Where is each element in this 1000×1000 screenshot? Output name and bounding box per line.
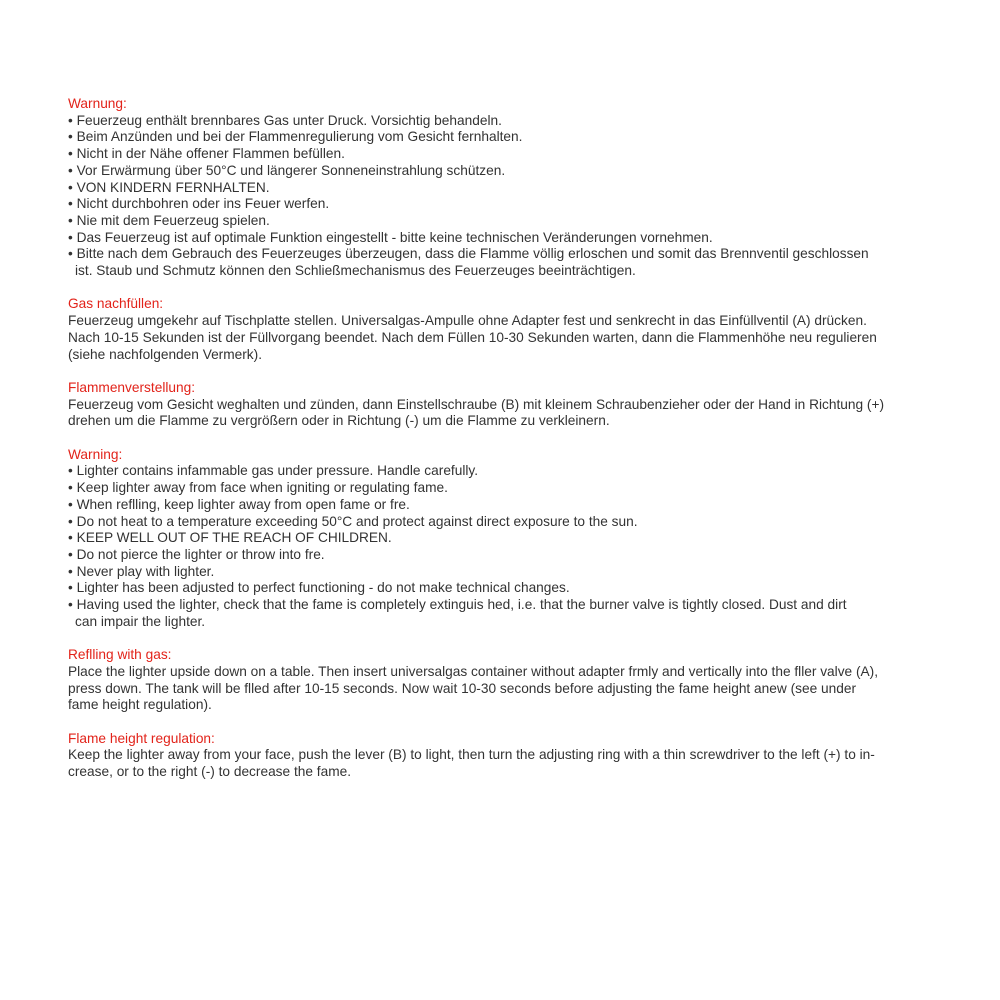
bullet-line: • Vor Erwärmung über 50°C und längerer Sonneneinstrahlung schützen. <box>68 162 506 178</box>
section-heading: Flammenverstellung: <box>68 379 196 395</box>
bullet-line: • Do not heat to a temperature exceeding 50°C and protect against direct exposure to the sun. <box>68 513 638 529</box>
section-heading: Reflling with gas: <box>68 647 172 663</box>
bullet-line: • Nie mit dem Feuerzeug spielen. <box>68 212 270 228</box>
bullet-line: • Feuerzeug enthält brennbares Gas unter Druck. Vorsichtig behandeln. <box>68 112 502 128</box>
text-line: drehen um die Flamme zu vergrößern oder in Richtung (-) um die Flamme zu verkleinern. <box>68 413 610 429</box>
bullet-line: • Do not pierce the lighter or throw into fre. <box>68 546 325 562</box>
bullet-line: • Das Feuerzeug ist auf optimale Funktion eingestellt - bitte keine technischen Veränderungen vornehmen. <box>68 229 713 245</box>
instruction-section <box>68 296 968 363</box>
instruction-section <box>68 731 968 781</box>
text-line: Feuerzeug vom Gesicht weghalten und zünden, dann Einstellschraube (B) mit kleinem Schraubenzieher oder der Hand in Richtung (+) <box>68 396 884 412</box>
instruction-section <box>68 380 968 430</box>
text-line: Keep the lighter away from your face, push the lever (B) to light, then turn the adjusting ring with a thin screwdriver to the left (+) to in- <box>68 747 875 763</box>
text-line: Place the lighter upside down on a table. Then insert universalgas container without adapter frmly and vertically into the fller valve (A), <box>68 663 879 679</box>
bullet-line: • Nicht in der Nähe offener Flammen befüllen. <box>68 146 345 162</box>
bullet-line: • Lighter contains infammable gas under pressure. Handle carefully. <box>68 463 479 479</box>
text-line: (siehe nachfolgenden Vermerk). <box>68 346 263 362</box>
instruction-section <box>68 647 968 714</box>
text-line: press down. The tank will be flled after 10-15 seconds. Now wait 10-30 seconds before adjusting the fame height anew (see under <box>68 680 857 696</box>
section-heading: Flame height regulation: <box>68 730 215 746</box>
section-heading: Warning: <box>68 446 123 462</box>
bullet-line: • Never play with lighter. <box>68 563 215 579</box>
section-heading: Warnung: <box>68 96 127 111</box>
text-line: fame height regulation). <box>68 697 212 713</box>
bullet-line: • VON KINDERN FERNHALTEN. <box>68 179 270 195</box>
bullet-line: • Beim Anzünden und bei der Flammenregulierung vom Gesicht fernhalten. <box>68 129 523 145</box>
bullet-line: • Nicht durchbohren oder ins Feuer werfen. <box>68 196 330 212</box>
bullet-line: • Lighter has been adjusted to perfect functioning - do not make technical changes. <box>68 580 570 596</box>
text-line: Feuerzeug umgekehr auf Tischplatte stellen. Universalgas-Ampulle ohne Adapter fest und senkrecht in das Einfüllventil (A) drücken. <box>68 313 867 329</box>
instruction-section <box>68 447 968 631</box>
section-heading: Gas nachfüllen: <box>68 296 164 312</box>
instruction-page <box>68 96 968 781</box>
bullet-line: • Bitte nach dem Gebrauch des Feuerzeuges überzeugen, dass die Flamme völlig erloschen und somit das Brennventil geschlossen <box>68 246 869 262</box>
text-line: can impair the lighter. <box>75 613 206 629</box>
instruction-section <box>68 96 968 280</box>
bullet-line: • Having used the lighter, check that the fame is completely extinguis hed, i.e. that the burner valve is tightly closed. Dust and dirt <box>68 597 847 613</box>
text-line: ist. Staub und Schmutz können den Schließmechanismus des Feuerzeuges beeinträchtigen. <box>75 263 636 279</box>
sections-container <box>68 96 968 781</box>
bullet-line: • Keep lighter away from face when igniting or regulating fame. <box>68 480 448 496</box>
bullet-line: • KEEP WELL OUT OF THE REACH OF CHILDREN. <box>68 530 392 546</box>
text-line: crease, or to the right (-) to decrease the fame. <box>68 764 352 780</box>
bullet-line: • When reflling, keep lighter away from open fame or fre. <box>68 496 410 512</box>
text-line: Nach 10-15 Sekunden ist der Füllvorgang beendet. Nach dem Füllen 10-30 Sekunden warten, dann die Flammenhöhe neu regulieren <box>68 329 877 345</box>
